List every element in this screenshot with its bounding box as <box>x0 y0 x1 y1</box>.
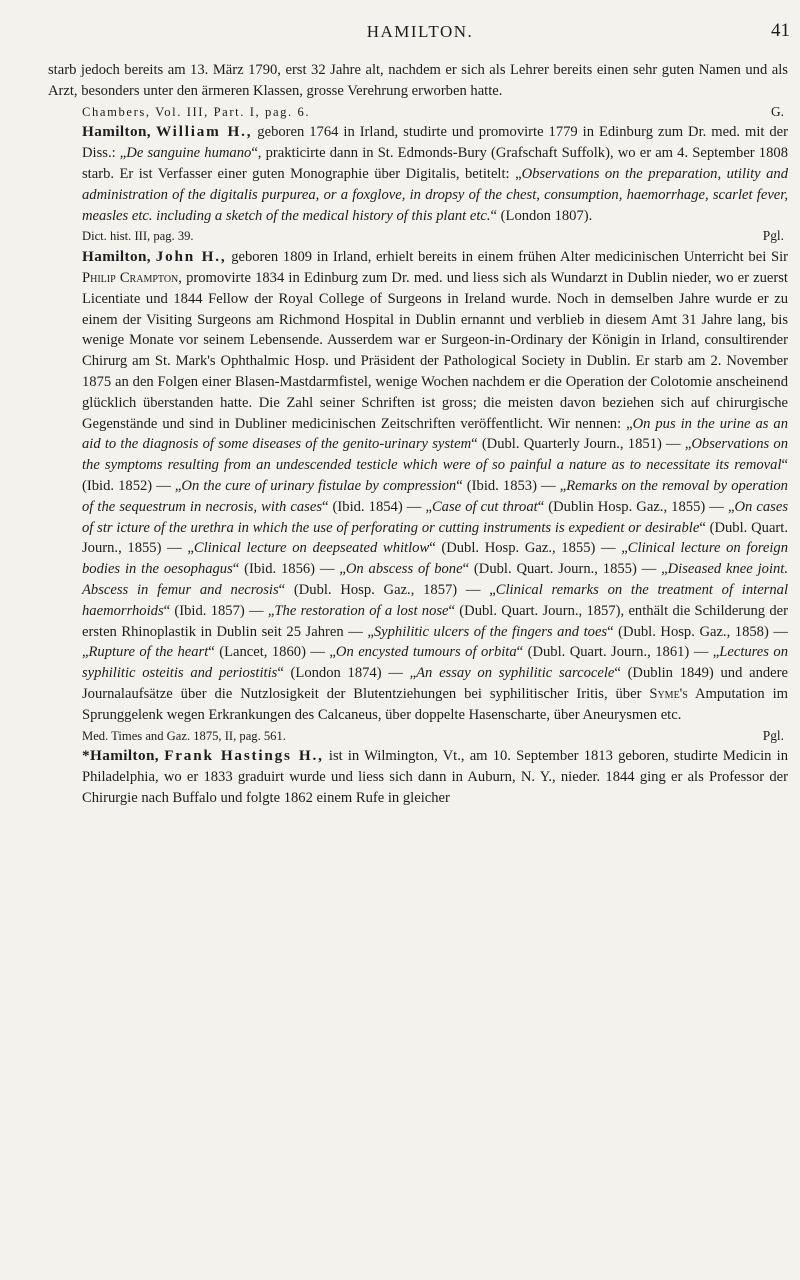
work-source: “ (Lancet, 1860) — „ <box>208 644 336 661</box>
entry-text: “, prakticirte dann in St. Edmonds-Bury (Grafschaft Suffolk), wo er am 4. September 1808 starb. Er ist Verfasser einer guten Monographie über Digitalis, betitelt: „ <box>82 145 788 182</box>
work-title: Syphilitic ulcers of the fingers and toes <box>373 623 608 640</box>
entry-given-name: William H., <box>155 123 253 141</box>
work-title: Clinical lecture on deepseated whitlow <box>193 540 430 557</box>
running-title: HAMILTON. <box>366 22 474 41</box>
entry-text: , promovirte 1834 in Edinburg zum Dr. med. und liess sich als Wundarzt in Dublin nieder, wo er zuerst Licentiate und 1844 Fellow der Royal College of Surgeons in Ireland wurde. Noch in demselben Jahre wurde er zu einem der Visiting Surgeons am Richmond Hospital in Dublin ernannt und verblieb in diesem Amt 31 Jahre lang, bis wenige Monate vor seinem Lebensende. Ausserdem war er Surgeon-in-Ordinary der Königin in Irland, consultirender Chirurg am St. Mark's Ophthalmic Hosp. und Präsident der Pathological Society in Dublin. Er starb am 2. November 1875 an den Folgen einer Blasen-Mastdarmfistel, wenige Wochen nachdem er die Operation der Colotomie anscheinend glücklich überstanden hatte. Die Zahl seiner Schriften ist gross; die meisten davon beziehen sich auf chirurgische Gegenstände und sind in Dubliner medicinischen Zeitschriften veröffentlicht. Wir nennen: „ <box>82 269 788 432</box>
work-source: “ (Dublin 1849) und andere Journalaufsätze über die Nutzlosigkeit der Blutentziehungen bei syphilitischer Iritis, über <box>82 665 788 702</box>
entry-text: ist in Wilmington, Vt., am 10. September 1813 geboren, studirte Medicin in Philadelphia, wo er 1833 graduirt wurde und liess sich dann in Auburn, N. Y., nieder. 1844 ging er als Professor der Chirurgie nach Buffalo und folgte 1862 einem Rufe in gleicher <box>82 748 789 806</box>
entry-given-name: Frank Hastings H., <box>164 747 324 765</box>
cited-surgeon: Syme's <box>649 685 688 702</box>
citation-source: Dict. hist. III, pag. 39. <box>82 229 194 244</box>
citation-source: Chambers, Vol. III, Part. I, pag. 6. <box>82 104 311 119</box>
work-title: On encysted tumours of orbita <box>335 644 517 661</box>
work-title: An essay on syphilitic sarcocele <box>416 665 615 682</box>
work-title: On abscess of bone <box>345 561 463 578</box>
entry-text: “ (London 1807). <box>490 207 593 224</box>
work-source: “ (Ibid. 1852) — „ <box>82 457 788 494</box>
running-head <box>48 22 792 46</box>
teacher-name: Philip Crampton <box>82 269 179 286</box>
work-title: Lectures on syphilitic osteitis and periostitis <box>82 644 789 682</box>
work-title: Rupture of the heart <box>88 644 209 661</box>
work-source: “ (Dubl. Quart. Journ., 1857), enthält die Schilderung der ersten Rhinoplastik in Dublin seit 25 Jahren — „ <box>82 602 789 640</box>
entry-john-hamilton <box>48 247 788 725</box>
work-source: “ (London 1874) — „ <box>277 665 417 682</box>
continuation-paragraph: starb jedoch bereits am 13. März 1790, erst 32 Jahre alt, nachdem er sich als Lehrer bereits einen sehr guten Namen und als Arzt, besonders unter den ärmeren Klassen, grosse Verehrung erworben hatte. <box>48 62 788 99</box>
work-title: The restoration of a lost nose <box>274 602 449 619</box>
body-text <box>48 60 788 809</box>
entry-surname: Hamilton, <box>82 123 151 141</box>
work-source: “ (Dubl. Quart. Journ., 1855) — „ <box>82 519 788 557</box>
work-title: Remarks on the removal by operation of the sequestrum in necrosis, with cases <box>82 477 788 515</box>
work-title: Observations on the symptoms resulting from an undescended testicle which were of so painful a nature as to necessitate its removal <box>82 436 788 474</box>
work-source: “ (Dubl. Quart. Journ., 1861) — „ <box>516 644 720 661</box>
citation-line <box>48 226 788 247</box>
entry-surname: *Hamilton, <box>82 747 159 765</box>
work-title: De sanguine humano <box>126 145 252 162</box>
entry-surname: Hamilton, <box>82 248 151 266</box>
work-source: “ (Ibid. 1853) — „ <box>456 477 567 494</box>
work-title: Diseased knee joint. Abscess in femur and necrosis <box>82 561 788 598</box>
work-title: On the cure of urinary fistulae by compression <box>181 477 457 494</box>
citation-source: Med. Times and Gaz. 1875, II, pag. 561. <box>82 728 286 743</box>
work-source: “ (Ibid. 1854) — „ <box>322 498 432 515</box>
citation-line <box>48 726 788 747</box>
work-source: “ (Dubl. Hosp. Gaz., 1858) — „ <box>82 623 788 661</box>
work-title: Case of cut throat <box>431 498 538 515</box>
author-signature: Pgl. <box>762 228 784 244</box>
entry-william-hamilton <box>48 122 788 226</box>
work-source: “ (Dubl. Hosp. Gaz., 1857) — „ <box>278 581 496 598</box>
work-source: “ (Dubl. Hosp. Gaz., 1855) — „ <box>429 540 628 557</box>
work-title: Observations on the preparation, utility and administration of the digitalis purpurea, or a foxglove, in dropsy of the chest, consumption, haemorrhage, scarlet fever, measles etc. including a sketch of the medical history of this plant etc. <box>82 165 788 224</box>
author-signature: G. <box>770 103 784 119</box>
entry-text: geboren 1809 in Irland, erhielt bereits in einem frühen Alter medicinischen Unterricht bei Sir <box>231 249 789 266</box>
citation-line <box>48 102 788 123</box>
work-title: Clinical lecture on foreign bodies in the oesophagus <box>82 540 789 578</box>
work-source: “ (Dubl. Quarterly Journ., 1851) — „ <box>471 436 692 453</box>
entry-given-name: John H., <box>155 248 227 266</box>
work-source: “ (Ibid. 1856) — „ <box>232 561 346 578</box>
entry-text: Amputation im Sprunggelenk wegen Erkrankungen des Calcaneus, über doppelte Hasenscharte, über Aneurysmen etc. <box>82 685 788 723</box>
entry-frank-hastings-hamilton <box>48 746 788 808</box>
work-source: “ (Dublin Hosp. Gaz., 1855) — „ <box>537 498 735 515</box>
page-number: 41 <box>771 20 790 41</box>
work-source: “ (Dubl. Quart. Journ., 1855) — „ <box>462 561 668 578</box>
work-source: “ (Ibid. 1857) — „ <box>163 602 275 619</box>
page <box>48 0 792 1280</box>
work-title: On pus in the urine as an aid to the diagnosis of some diseases of the genito-urinary system <box>82 415 788 453</box>
author-signature: Pgl. <box>762 727 784 743</box>
entry-text: geboren 1764 in Irland, studirte und promovirte 1779 in Edinburg zum Dr. med. mit der Diss.: „ <box>82 124 789 162</box>
work-title: Clinical remarks on the treatment of internal haemorrhoids <box>82 581 788 619</box>
work-title: On cases of str icture of the urethra in which the use of perforating or cutting instruments is expedient or desirable <box>82 498 788 536</box>
works-list <box>82 416 788 702</box>
